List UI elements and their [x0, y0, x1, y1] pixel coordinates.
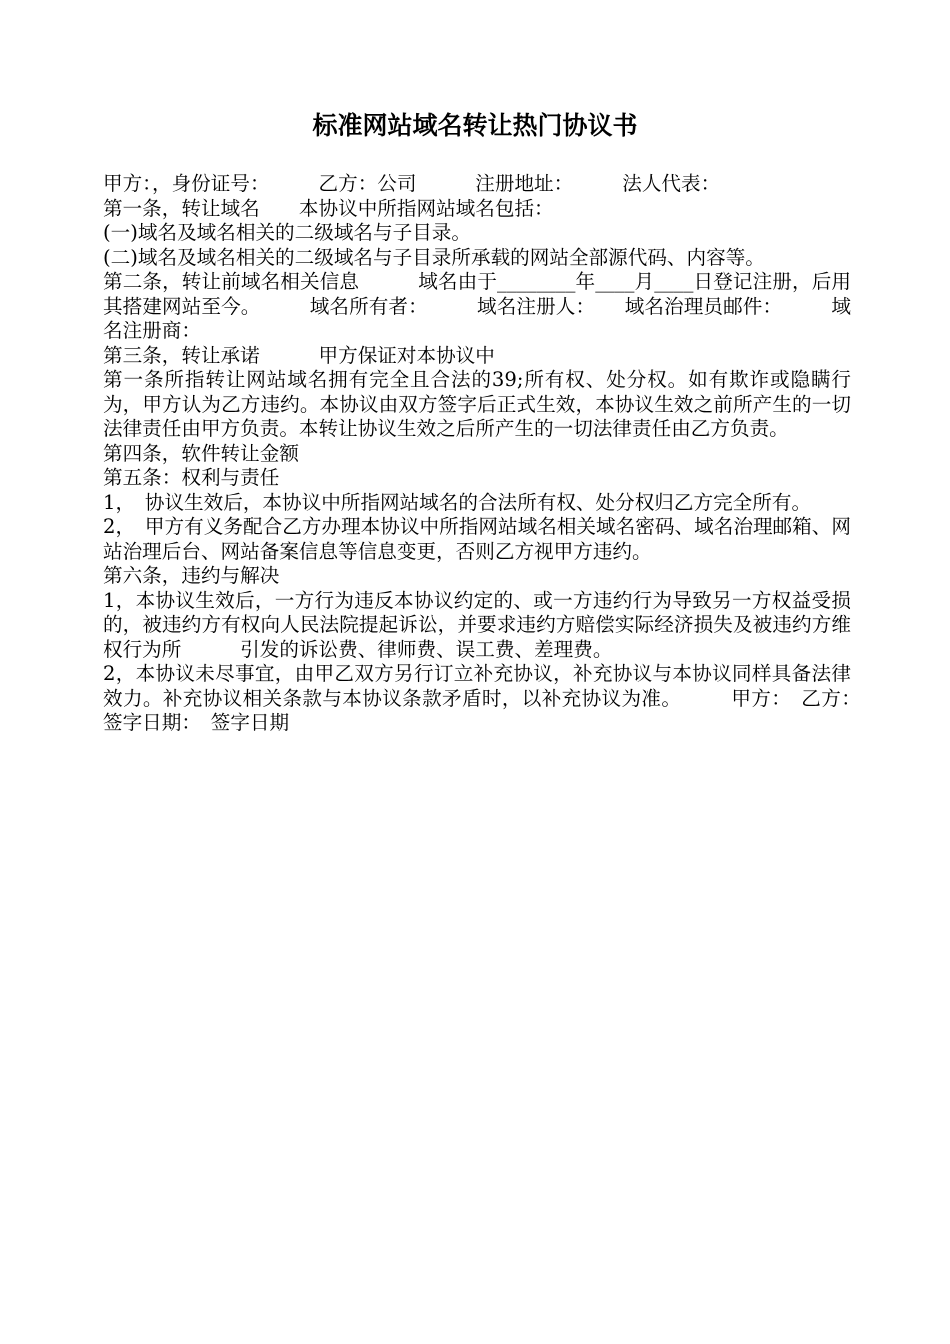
- paragraph-article-2: 第二条，转让前域名相关信息 域名由于________年____月____日登记注册，后用其搭建网站至今。 域名所有者： 域名注册人： 域名治理员邮件： 域名注册商：: [103, 270, 851, 342]
- paragraph-article-6-item-2: 2，本协议未尽事宜，由甲乙双方另行订立补充协议，补充协议与本协议同样具备法律效力。补充协议相关条款与本协议条款矛盾时，以补充协议为准。 甲方： 乙方： 签字日期： 签字日期: [103, 662, 930, 734]
- paragraph-article-6-item-1: 1，本协议生效后，一方行为违反本协议约定的、或一方违约行为导致另一方权益受损的，被违约方有权向人民法院提起诉讼，并要求违约方赔偿实际经济损失及被违约方维权行为所 引发的诉讼费、律师费、误工费、差理费。: [103, 588, 851, 661]
- paragraph-article-4: 第四条，软件转让金额: [103, 441, 299, 465]
- paragraph-article-5-item-1: 1， 协议生效后，本协议中所指网站域名的合法所有权、处分权归乙方完全所有。: [103, 490, 812, 514]
- paragraph-article-5: 第五条：权利与责任: [103, 466, 280, 489]
- paragraph-article-6: 第六条，违约与解决: [103, 564, 280, 587]
- paragraph-article-1: 第一条，转让域名 本协议中所指网站域名包括：: [103, 196, 554, 220]
- paragraph-article-3: 第三条，转让承诺 甲方保证对本协议中: [103, 343, 495, 367]
- document-title: 标准网站域名转让热门协议书: [312, 111, 638, 140]
- paragraph-parties: 甲方：，身份证号： 乙方：公司 注册地址： 法人代表：: [103, 172, 721, 195]
- paragraph-article-1-item-1: (一)域名及域名相关的二级域名与子目录。: [103, 221, 471, 244]
- paragraph-article-5-item-2: 2， 甲方有义务配合乙方办理本协议中所指网站域名相关域名密码、域名治理邮箱、网站治理后台、网站备案信息等信息变更，否则乙方视甲方违约。: [103, 515, 851, 563]
- document-body: [103, 172, 930, 736]
- paragraph-article-3-detail: 第一条所指转让网站域名拥有完全且合法的39;所有权、处分权。如有欺诈或隐瞒行为，甲方认为乙方违约。本协议由双方签字后正式生效，本协议生效之前所产生的一切法律责任由甲方负责。本转让协议生效之后所产生的一切法律责任由乙方负责。: [103, 368, 851, 440]
- paragraph-article-1-item-2: (二)域名及域名相关的二级域名与子目录所承载的网站全部源代码、内容等。: [103, 245, 765, 269]
